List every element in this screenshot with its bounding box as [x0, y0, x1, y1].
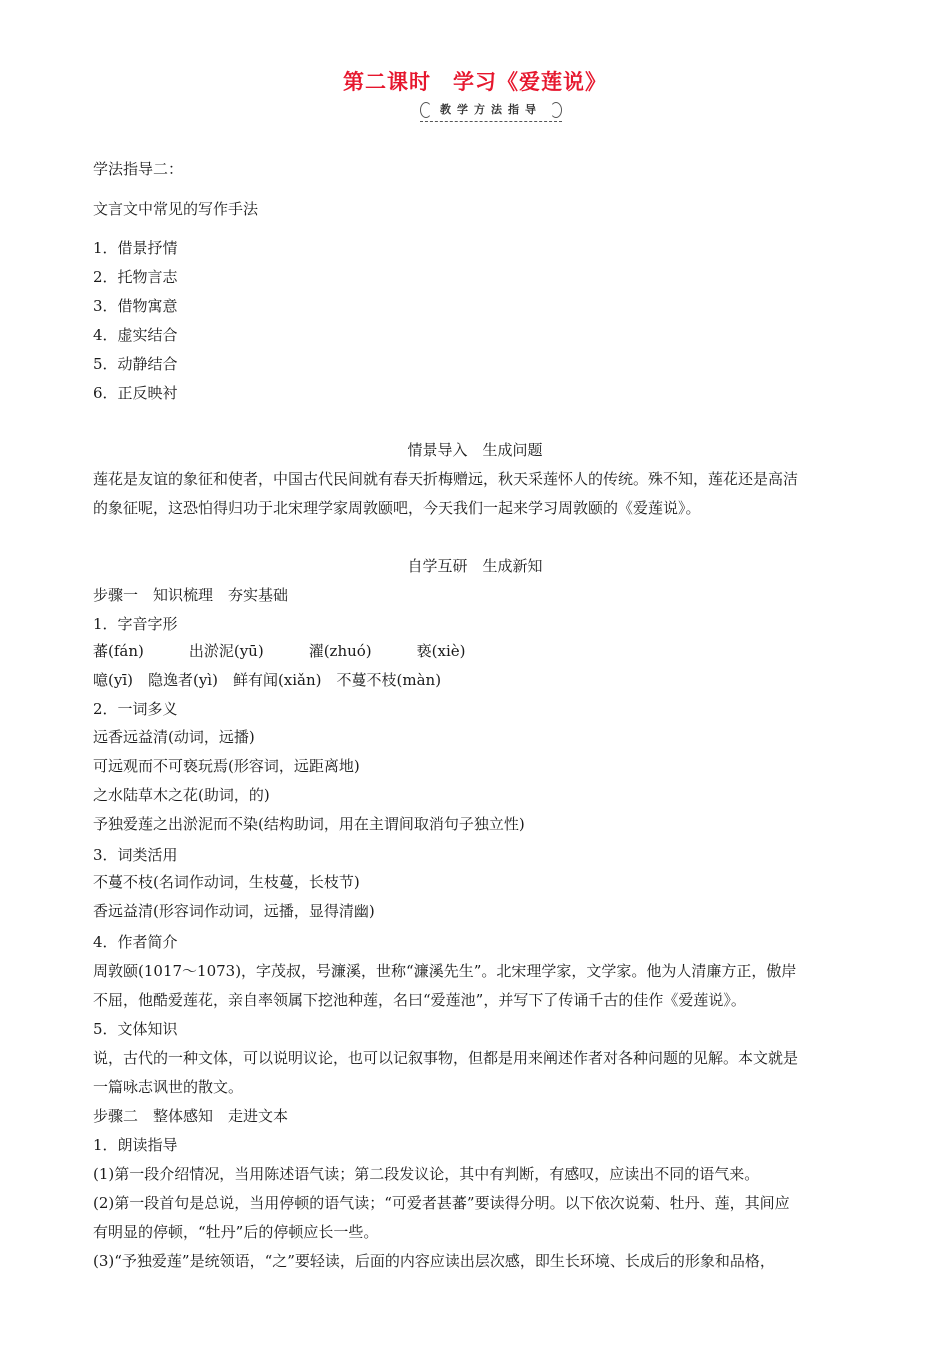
- text-line: (3)“予独爱莲”是统领语，“之”要轻读，后面的内容应读出层次感，即生长环境、长成后的形象和品格，: [93, 1252, 775, 1270]
- text-line: 香远益清(形容词作动词，远播，显得清幽): [93, 902, 375, 920]
- text-line: 2．托物言志: [93, 268, 178, 286]
- text-line: 步骤一 知识梳理 夯实基础: [93, 586, 289, 604]
- text-line: 步骤二 整体感知 走进文本: [93, 1107, 289, 1125]
- text-line: 3．词类活用: [93, 846, 178, 864]
- text-line: 1．借景抒情: [93, 239, 178, 257]
- text-line: 2．一词多义: [93, 700, 178, 718]
- text-line: 噫(yī) 隐逸者(yì) 鲜有闻(xiǎn) 不蔓不枝(màn): [93, 671, 442, 689]
- text-line: 1．朗读指导: [93, 1136, 178, 1154]
- page-title: 第二课时 学习《爱莲说》: [343, 70, 607, 94]
- text-line: 5．文体知识: [93, 1020, 178, 1038]
- text-line: 一篇咏志讽世的散文。: [93, 1078, 244, 1096]
- text-line: 可远观而不可亵玩焉(形容词，远距离地): [93, 757, 360, 775]
- text-line: 3．借物寓意: [93, 297, 178, 315]
- text-line: 自学互研 生成新知: [407, 557, 543, 575]
- text-line: 说，古代的一种文体，可以说明议论，也可以记叙事物，但都是用来阐述作者对各种问题的见解。本文就是: [93, 1049, 799, 1067]
- text-line: 予独爱莲之出淤泥而不染(结构助词，用在主谓间取消句子独立性): [93, 815, 525, 833]
- badge-underline: [420, 121, 562, 122]
- text-line: (2)第一段首句是总说，当用停顿的语气读；“可爱者甚蕃”要读得分明。以下依次说菊、牡丹、莲，其间应: [93, 1194, 790, 1212]
- text-line: 6．正反映衬: [93, 384, 178, 402]
- text-line: 4．作者简介: [93, 933, 178, 951]
- text-line: 之水陆草木之花(助词，的): [93, 786, 270, 804]
- text-line: 有明显的停顿，“牡丹”后的停顿应长一些。: [93, 1223, 379, 1241]
- text-line: 4．虚实结合: [93, 326, 178, 344]
- text-line: 文言文中常见的写作手法: [93, 200, 259, 218]
- text-line: 情景导入 生成问题: [407, 441, 543, 459]
- text-line: 学法指导二：: [93, 160, 184, 178]
- text-line: (1)第一段介绍情况，当用陈述语气读；第二段发议论，其中有判断，有感叹，应读出不同的语气来。: [93, 1165, 760, 1183]
- text-line: 5．动静结合: [93, 355, 178, 373]
- section-badge: 教学方法指导: [420, 99, 562, 119]
- text-line: 不屈，他酷爱莲花，亲自率领属下挖池种莲，名曰“爱莲池”，并写下了传诵千古的佳作《爱莲说》。: [93, 991, 746, 1009]
- text-line: 不蔓不枝(名词作动词，生枝蔓，长枝节): [93, 873, 360, 891]
- text-line: 1．字音字形: [93, 615, 178, 633]
- text-line: 周敦颐(1017～1073)，字茂叔，号濂溪，世称“濂溪先生”。北宋理学家，文学家。他为人清廉方正，傲岸: [93, 962, 797, 980]
- text-line: 远香远益清(动词，远播): [93, 728, 255, 746]
- text-line: 蕃(fán) 出淤泥(yū) 濯(zhuó) 亵(xiè): [93, 642, 466, 660]
- text-line: 的象征呢，这恐怕得归功于北宋理学家周敦颐吧，今天我们一起来学习周敦颐的《爱莲说》。: [93, 499, 701, 517]
- text-line: 莲花是友谊的象征和使者，中国古代民间就有春天折梅赠远，秋天采莲怀人的传统。殊不知，莲花还是高洁: [93, 470, 799, 488]
